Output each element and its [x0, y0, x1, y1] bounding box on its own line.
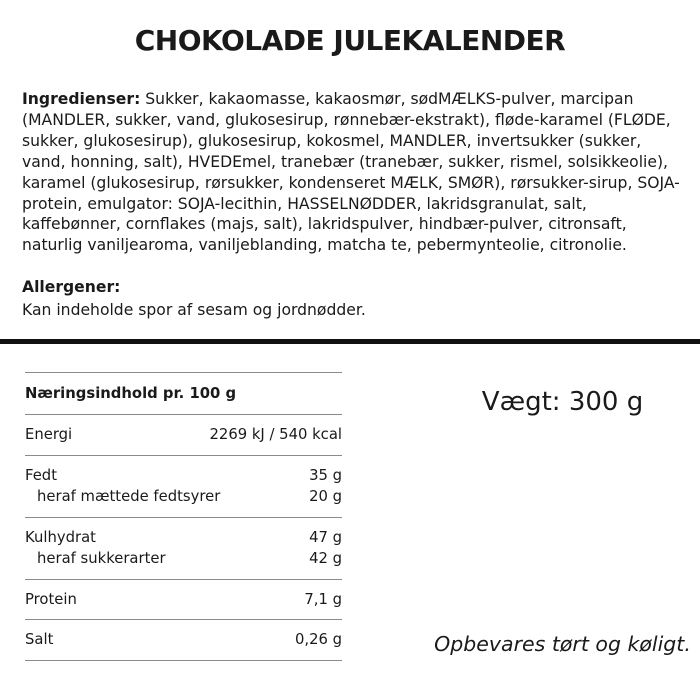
product-title: CHOKOLADE JULEKALENDER [134, 24, 566, 57]
nutrition-row-label: Protein [25, 590, 77, 608]
section-divider [0, 339, 700, 344]
nutrition-row-fedt [25, 465, 342, 487]
ingredients-text: Sukker, kakaomasse, kakaosmør, sødMÆLKS-pulver, marcipan (MANDLER, sukker, vand, glukosesirup, rønnebær-ekstrakt), fløde-karamel (FLØDE, sukker, glukosesirup), glukosesirup, kokosmel, MANDLER, invertsukker (sukker, vand, honning, salt), HVEDEmel, tranebær (tranebær, sukker, rismel, solsikkeolie), karamel (glukosesirup, rørsukker, kondenseret MÆLK, SMØR), rørsukker-sirup, SOJA-protein, emulgator: SOJA-lecithin, HASSELNØDDER, lakridsgranulat, salt, kaffebønner, cornflakes (majs, salt), lakridspulver, hindbær-pulver, citronsaft, naturlig vaniljearoma, vaniljeblanding, matcha te, pebermynteolie, citronolie. [22, 90, 680, 255]
nutrition-row-value: 42 g [309, 550, 342, 567]
nutrition-row-label: Energi [25, 426, 73, 443]
right-column [420, 372, 700, 662]
nutrition-row-label: Fedt [25, 466, 57, 484]
nutrition-table-header: Næringsindhold pr. 100 g [25, 372, 342, 415]
nutrition-subrow-sukkerarter [25, 548, 342, 570]
nutrition-row-kulhydrat [25, 527, 342, 549]
nutrition-row-label: heraf sukkerarter [37, 550, 166, 567]
nutrition-row-label: Kulhydrat [25, 528, 96, 546]
ingredients-label: Ingredienser: [22, 90, 141, 108]
nutrition-section-fedt [25, 456, 342, 518]
ingredients-paragraph [22, 89, 682, 256]
allergens-label: Allergener: [22, 278, 121, 296]
allergens-section [22, 277, 682, 321]
nutrition-row-protein [25, 589, 342, 611]
nutrition-row-value: 20 g [309, 488, 342, 505]
nutrition-table [25, 372, 342, 661]
nutrition-section-energi [25, 415, 342, 456]
storage-note: Opbevares tørt og køligt. [434, 632, 691, 656]
nutrition-row-value: 2269 kJ / 540 kcal [209, 426, 342, 443]
nutrition-section-salt [25, 620, 342, 661]
nutrition-row-value: 7,1 g [304, 590, 342, 608]
nutrition-row-energi [25, 424, 342, 446]
nutrition-subrow-maettede-fedtsyrer [25, 486, 342, 508]
nutrition-section-kulhydrat [25, 518, 342, 580]
nutrition-row-salt [25, 629, 342, 651]
nutrition-row-value: 47 g [309, 528, 342, 546]
allergens-text: Kan indeholde spor af sesam og jordnødder. [22, 300, 366, 319]
weight-text: Vægt: 300 g [481, 387, 644, 417]
nutrition-row-value: 35 g [309, 466, 342, 484]
nutrition-row-label: Salt [25, 631, 54, 648]
nutrition-row-label: heraf mættede fedtsyrer [37, 488, 221, 505]
nutrition-section-protein [25, 580, 342, 621]
nutrition-row-value: 0,26 g [294, 631, 342, 648]
